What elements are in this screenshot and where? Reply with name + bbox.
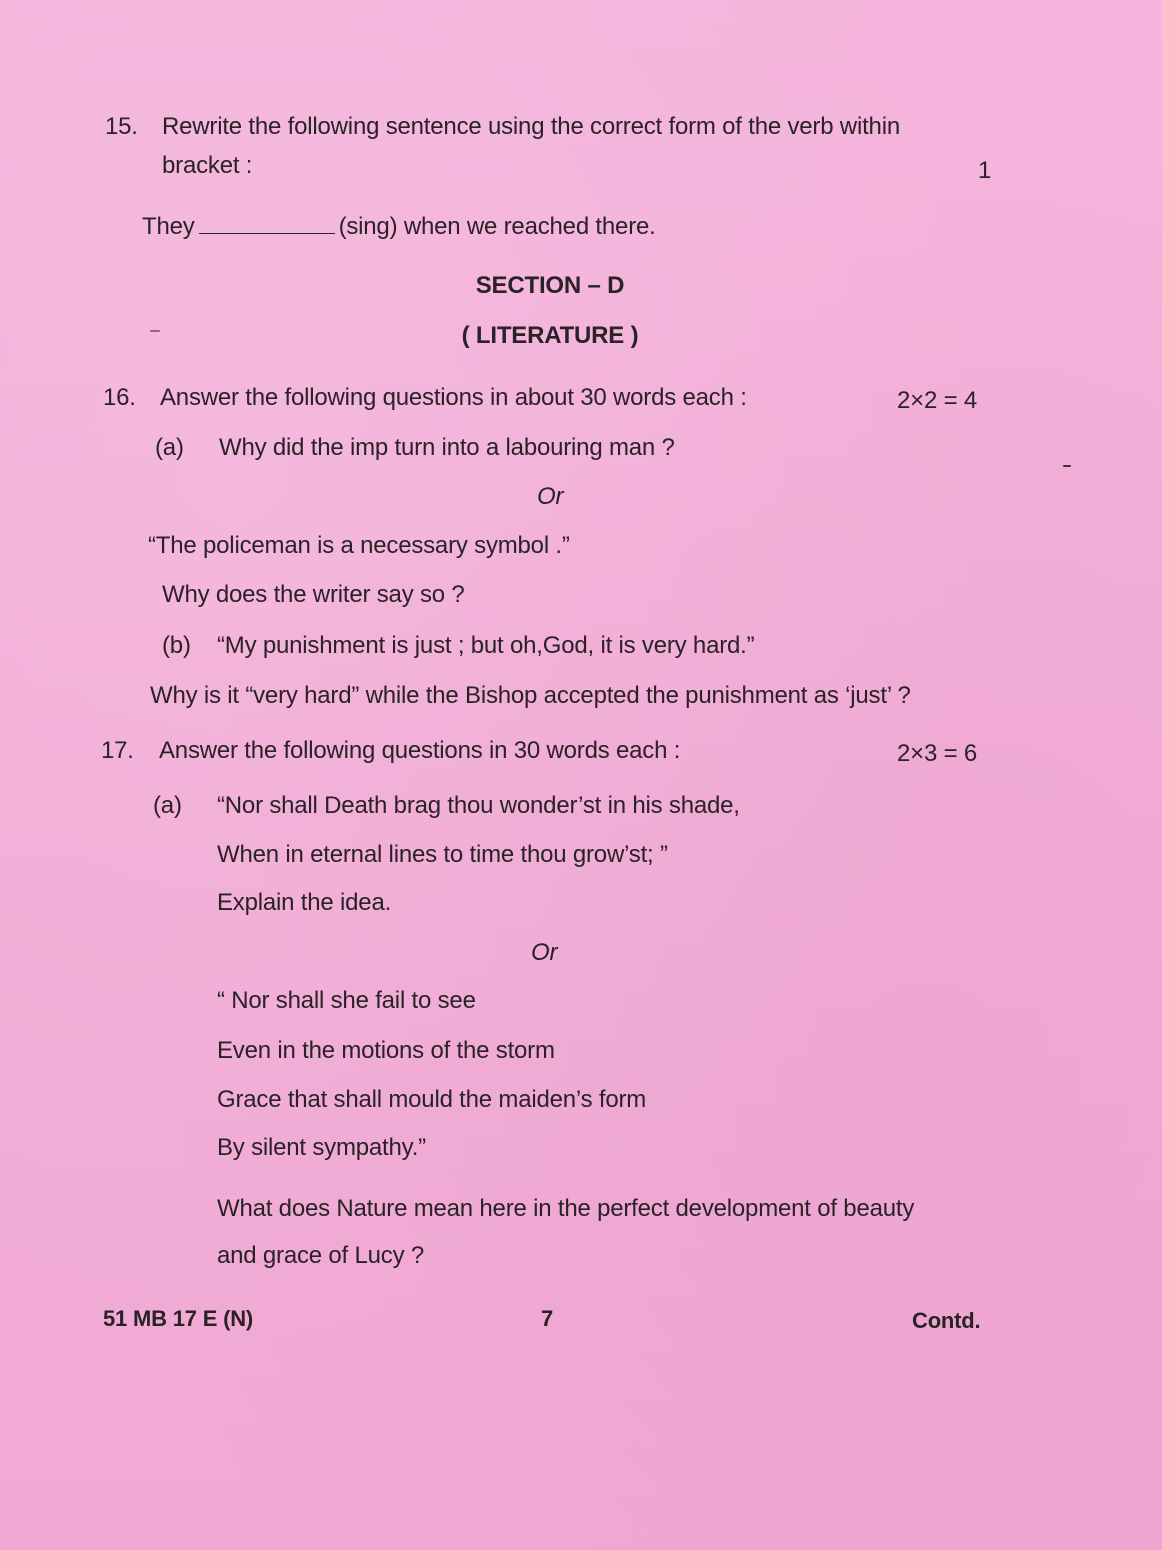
q17-poem-line2: Even in the motions of the storm bbox=[217, 1037, 555, 1064]
q16-alt-question: Why does the writer say so ? bbox=[162, 581, 465, 608]
q15-sentence-start: They bbox=[142, 213, 195, 240]
q17-poem-line1: “ Nor shall she fail to see bbox=[217, 987, 476, 1014]
scan-speck bbox=[150, 330, 160, 332]
footer-page-number: 7 bbox=[541, 1306, 554, 1331]
q17-question-line1: What does Nature mean here in the perfect development of beauty bbox=[217, 1195, 915, 1222]
q16-alt-quote: “The policeman is a necessary symbol .” bbox=[148, 532, 570, 559]
q17-a-label: (a) bbox=[153, 792, 182, 819]
q16-a-text: Why did the imp turn into a labouring man ? bbox=[219, 434, 675, 461]
section-subtitle: ( LITERATURE ) bbox=[461, 322, 639, 349]
q16-prompt: Answer the following questions in about 30 words each : bbox=[160, 384, 747, 411]
q15-marks: 1 bbox=[978, 157, 992, 184]
q16-b-label: (b) bbox=[162, 632, 191, 659]
q17-a-explain: Explain the idea. bbox=[217, 889, 392, 916]
q15-sentence bbox=[142, 211, 656, 242]
section-title: SECTION – D bbox=[475, 272, 625, 299]
q17-or: Or bbox=[531, 939, 558, 966]
q16-number: 16. bbox=[103, 384, 136, 411]
q17-a-line1: “Nor shall Death brag thou wonder’st in his shade, bbox=[217, 792, 740, 819]
q16-b-quote: “My punishment is just ; but oh,God, it is very hard.” bbox=[217, 632, 755, 659]
q16-marks: 2×2 = 4 bbox=[897, 387, 978, 414]
q16-a-label: (a) bbox=[155, 434, 184, 461]
q17-number: 17. bbox=[101, 737, 134, 764]
scan-speck bbox=[1063, 465, 1071, 467]
q15-number: 15. bbox=[105, 113, 138, 140]
q16-b-question: Why is it “very hard” while the Bishop accepted the punishment as ‘just’ ? bbox=[150, 682, 911, 709]
q17-question-line2: and grace of Lucy ? bbox=[217, 1242, 425, 1269]
q17-poem-line4: By silent sympathy.” bbox=[217, 1134, 426, 1161]
q15-line1: Rewrite the following sentence using the correct form of the verb within bbox=[162, 113, 900, 140]
footer-contd: Contd. bbox=[912, 1308, 981, 1333]
q15-sentence-end: (sing) when we reached there. bbox=[338, 213, 656, 240]
q17-poem-line3: Grace that shall mould the maiden’s form bbox=[217, 1086, 647, 1113]
q16-or: Or bbox=[537, 483, 564, 510]
q17-a-line2: When in eternal lines to time thou grow’st; ” bbox=[217, 841, 668, 868]
q15-answer-blank bbox=[199, 211, 335, 234]
q15-line2: bracket : bbox=[162, 152, 253, 179]
q17-marks: 2×3 = 6 bbox=[897, 740, 978, 767]
q17-prompt: Answer the following questions in 30 words each : bbox=[159, 737, 681, 764]
footer-code: 51 MB 17 E (N) bbox=[103, 1306, 254, 1331]
